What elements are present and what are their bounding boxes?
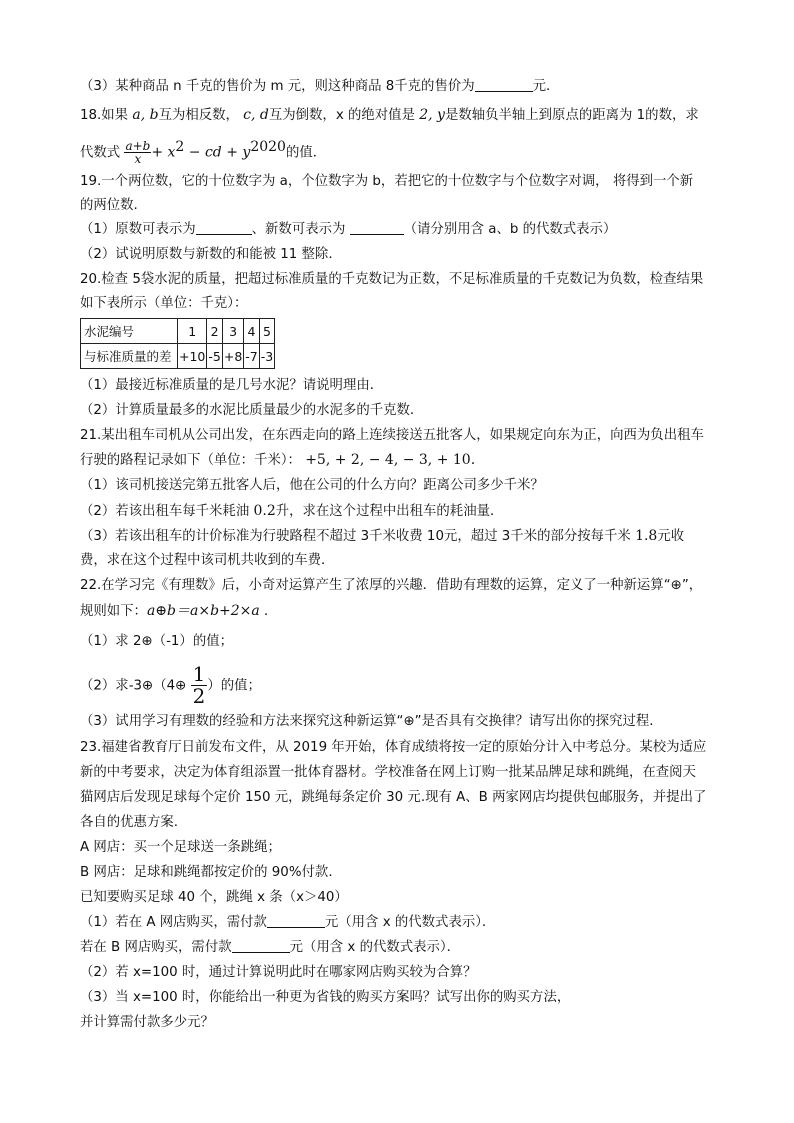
q23-line3: 猫网店后发现足球每个定价 150 元，跳绳每条定价 30 元.现有 A、B 两家网店均提供包邮服务，并提出了 — [80, 790, 707, 805]
table-cell: 3 — [222, 319, 243, 344]
q23-line7: 已知要购买足球 40 个，跳绳 x 条（x＞40） — [80, 890, 348, 905]
table-cell: 2 — [207, 319, 222, 344]
table-cell: +8 — [222, 344, 243, 369]
q23-line4: 各自的优惠方案. — [80, 815, 178, 830]
table-row-diffs — [81, 344, 275, 369]
q23-part1-b: 若在 B 网店购买，需付款 元（用含 x 的代数式表示）． — [80, 940, 461, 955]
q17-part3: （3）某种商品 n 千克的售价为 m 元，则这种商品 8千克的售价为 元． — [80, 79, 560, 94]
q22-line1: 22.在学习完《有理数》后，小奇对运算产生了浓厚的兴趣．借助有理数的运算，定义了一种新运算“⊕”， — [80, 578, 703, 593]
q20-part2: （2）计算质量最多的水泥比质量最少的水泥多的千克数． — [80, 403, 424, 418]
q23-part3-cont: 并计算需付款多少元？ — [80, 1015, 214, 1030]
q18-line1: 18.如果 a, b互为相反数， c, d互为倒数，x 的绝对值是 2, y是数轴负半轴上到原点的距离为 1的数，求 — [80, 107, 699, 123]
q19-part1: （1）原数可表示为 、新数可表示为 （请分别用含 a、b 的代数式表示） — [80, 222, 617, 237]
answer-blank — [267, 913, 325, 928]
q21-part1: （1）该司机接送完第五批客人后，他在公司的什么方向？距离公司多少千米？ — [80, 478, 544, 493]
q23-part2: （2）若 x=100 时，通过计算说明此时在哪家网店购买较为合算？ — [80, 965, 477, 980]
cement-table — [80, 318, 275, 369]
q22-part1: （1）求 2⊕（-1）的值； — [80, 634, 233, 649]
fraction-a-plus-b-over-x: $\frac{a+b}{x}$ — [125, 138, 151, 166]
q19-line2: 的两位数. — [80, 198, 138, 213]
q23-line6: B 网店：足球和跳绳都按定价的 90%付款. — [80, 865, 333, 880]
table-cell: +10 — [178, 344, 207, 369]
q23-part3: （3）当 x=100 时，你能给出一种更为省钱的购买方案吗？试写出你的购买方法， — [80, 990, 571, 1005]
answer-blank — [196, 220, 252, 235]
q23-line2: 新的中考要求，决定为体育组添置一批体育器材。学校准备在网上订购一批某品牌足球和跳绳，在查阅天 — [80, 765, 696, 780]
table-cell: -7 — [244, 344, 259, 369]
q21-line2: 行驶的路程记录如下（单位：千米）： +5, + 2, − 4, − 3, + 10. — [80, 452, 476, 468]
q20-line1: 20.检查 5袋水泥的质量，把超过标准质量的千克数记为正数，不足标准质量的千克数记为负数，检查结果 — [80, 272, 704, 287]
table-header-cell: 水泥编号 — [81, 319, 178, 344]
table-cell: -3 — [259, 344, 274, 369]
table-header-cell: 与标准质量的差 — [81, 344, 178, 369]
q23-line1: 23.福建省教育厅日前发布文件，从 2019 年开始，体育成绩将按一定的原始分计入中考总分。某校为适应 — [80, 740, 707, 755]
q19-part2: （2）试说明原数与新数的和能被 11 整除. — [80, 247, 333, 262]
q23-line5: A 网店：买一个足球送一条跳绳； — [80, 840, 281, 855]
q21-line1: 21.某出租车司机从公司出发，在东西走向的路上连续接送五批客人，如果规定向东为正，向西为负出租车 — [80, 428, 704, 443]
q23-part1: （1）若在 A 网店购买，需付款 元（用含 x 的代数式表示）． — [80, 915, 496, 930]
answer-blank — [350, 220, 404, 235]
answer-blank — [232, 938, 290, 953]
fraction-one-half: $\frac{1}{2}$ — [192, 662, 206, 708]
q21-part2: （2）若该出租车每千米耗油 0.2升，求在这个过程中出租车的耗油量． — [80, 503, 504, 519]
q21-part3: （3）若该出租车的计价标准为行驶路程不超过 3千米收费 10元，超过 3千米的部分按每千米 1.8元收 — [80, 528, 685, 544]
table-cell: 1 — [178, 319, 207, 344]
table-cell: 4 — [244, 319, 259, 344]
q18-line2: 代数式 $\frac{a+b}{x}$ + $x^2$ − cd + $y^{2020}$的值． — [80, 138, 327, 166]
answer-blank — [475, 77, 533, 92]
q22-line2: 规则如下：a⊕b＝a×b+2×a ． — [80, 603, 278, 619]
q21-part3-cont: 费，求在这个过程中该司机共收到的车费． — [80, 553, 335, 568]
q22-part2: （2）求-3⊕（4⊕ $\frac{1}{2}$）的值； — [80, 662, 261, 708]
q22-part3: （3）试用学习有理数的经验和方法来探究这种新运算“⊕”是否具有交换律？请写出你的探究过程． — [80, 714, 663, 729]
table-row-ids — [81, 319, 275, 344]
table-cell: 5 — [259, 319, 274, 344]
table-cell: -5 — [207, 344, 222, 369]
q20-line2: 如下表所示（单位：千克）： — [80, 296, 248, 311]
q20-part1: （1）最接近标准质量的是几号水泥？请说明理由． — [80, 378, 384, 393]
q19-line1: 19.一个两位数，它的十位数字为 a，个位数字为 b，若把它的十位数字与个位数字对调， 将得到一个新 — [80, 174, 694, 189]
